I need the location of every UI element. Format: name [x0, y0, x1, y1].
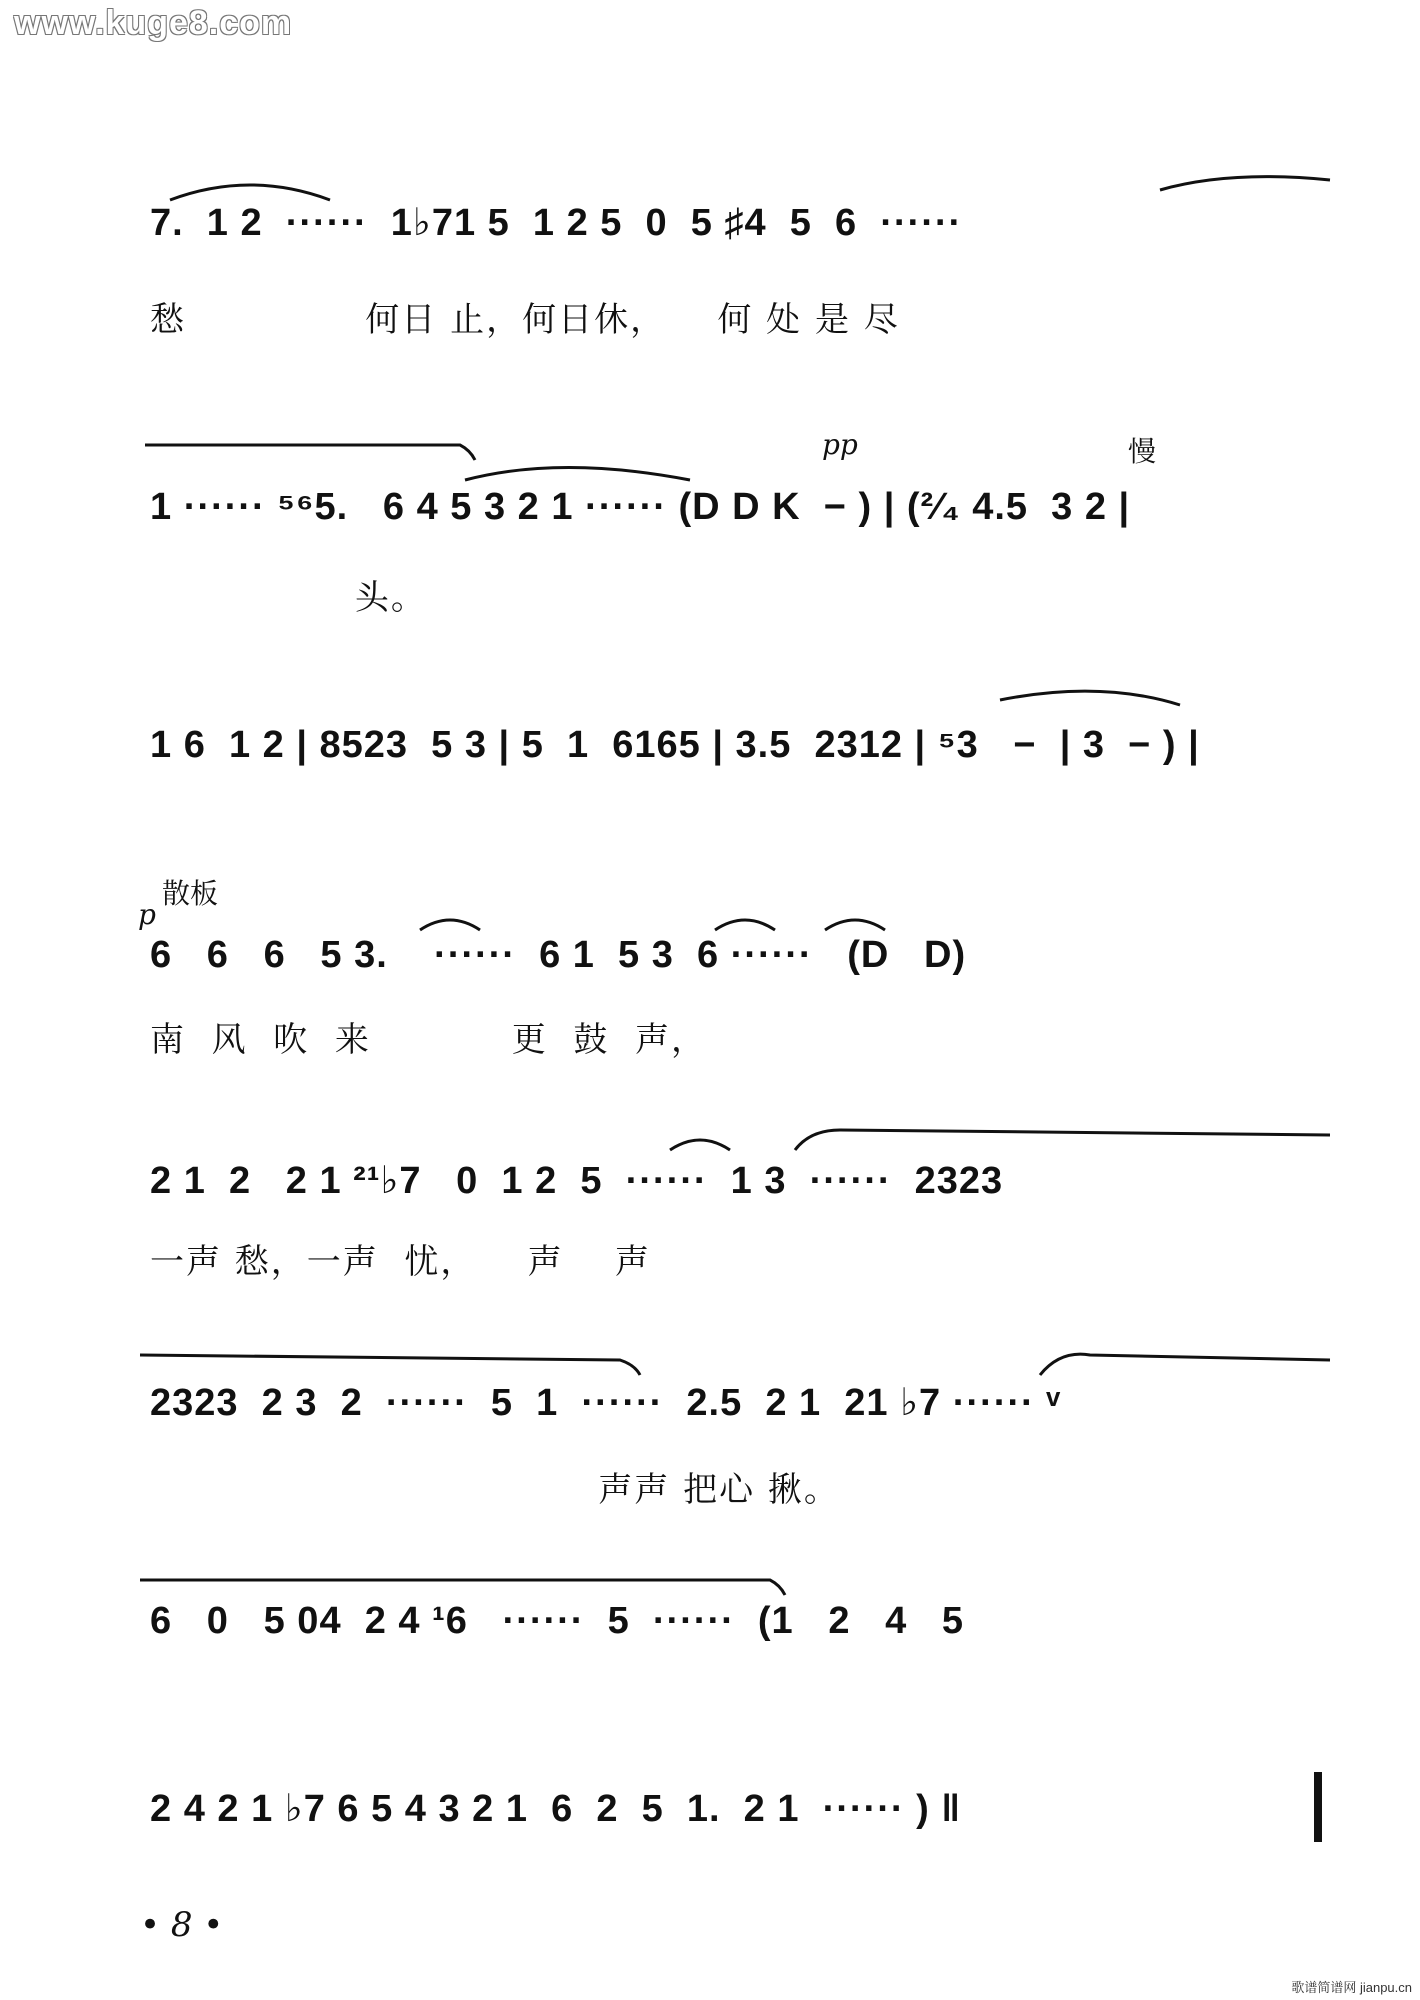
- dynamic-p: p: [138, 898, 156, 931]
- slur-5a: [670, 1140, 730, 1150]
- tempo-mark-free: 散板: [162, 877, 219, 910]
- notation-line-8: 2 4 2 1 ♭7 6 5 4 3 2 1 6 2 5 1. 2 1 ······ ) ‖: [150, 1788, 962, 1830]
- slur-1a: [170, 185, 330, 200]
- lyrics-line-5: 一声 愁，一声 忧， 声 声: [150, 1242, 651, 1282]
- lyrics-line-2: 头。: [150, 578, 427, 618]
- slur-3a: [1000, 691, 1180, 705]
- footer-watermark: 歌谱简谱网 jianpu.cn: [1291, 1980, 1412, 1995]
- lyrics-line-6: 声声 把心 揪。: [150, 1470, 840, 1510]
- slur-4a: [420, 920, 480, 930]
- notation-line-4: 6 6 6 5 3. ······ 6 1 5 3 6 ······ (D D): [150, 934, 967, 976]
- page-number: • 8 •: [140, 1905, 224, 1945]
- notation-line-3: 1 6 1 2 | 8523 5 3 | 5 1 6165 | 3.5 2312 | ⁵3 − | 3 − ) |: [150, 724, 1200, 766]
- notation-line-6: 2323 2 3 2 ······ 5 1 ······ 2.5 2 1 21 ♭7 ······ ᵛ: [150, 1382, 1062, 1424]
- lyrics-line-4: 南 风 吹 来 更 鼓 声，: [150, 1020, 707, 1060]
- slur-1b: [1160, 177, 1330, 190]
- slur-4c: [825, 920, 885, 930]
- tie-6a: [140, 1355, 640, 1375]
- notation-line-5: 2 1 2 2 1 ²¹♭7 0 1 2 5 ······ 1 3 ······ 2323: [150, 1160, 1004, 1202]
- tie-7a: [140, 1580, 785, 1595]
- slur-2b: [465, 468, 690, 481]
- dynamic-pp: pp: [822, 428, 858, 461]
- slur-5b: [795, 1130, 1330, 1150]
- tempo-mark-slow: 慢: [1128, 435, 1157, 468]
- slur-6b: [1040, 1354, 1330, 1375]
- slur-4b: [715, 920, 775, 930]
- watermark: www.kuge8.com: [14, 4, 293, 42]
- tie-2a: [145, 445, 475, 460]
- notation-line-7: 6 0 5 04 2 4 ¹6 ······ 5 ······ (1 2 4 5: [150, 1600, 965, 1642]
- notation-line-2: 1 ······ ⁵⁶5. 6 4 5 3 2 1 ······ (D D K − ) | (²⁄₄ 4.5 3 2 |: [150, 486, 1131, 528]
- notation-line-1: 7. 1 2 ······ 1♭71 5 1 2 5 0 5 ♯4 5 6 ······: [150, 202, 963, 244]
- lyrics-line-1: 愁 何日 止，何日休， 何 处 是 尽: [150, 300, 900, 340]
